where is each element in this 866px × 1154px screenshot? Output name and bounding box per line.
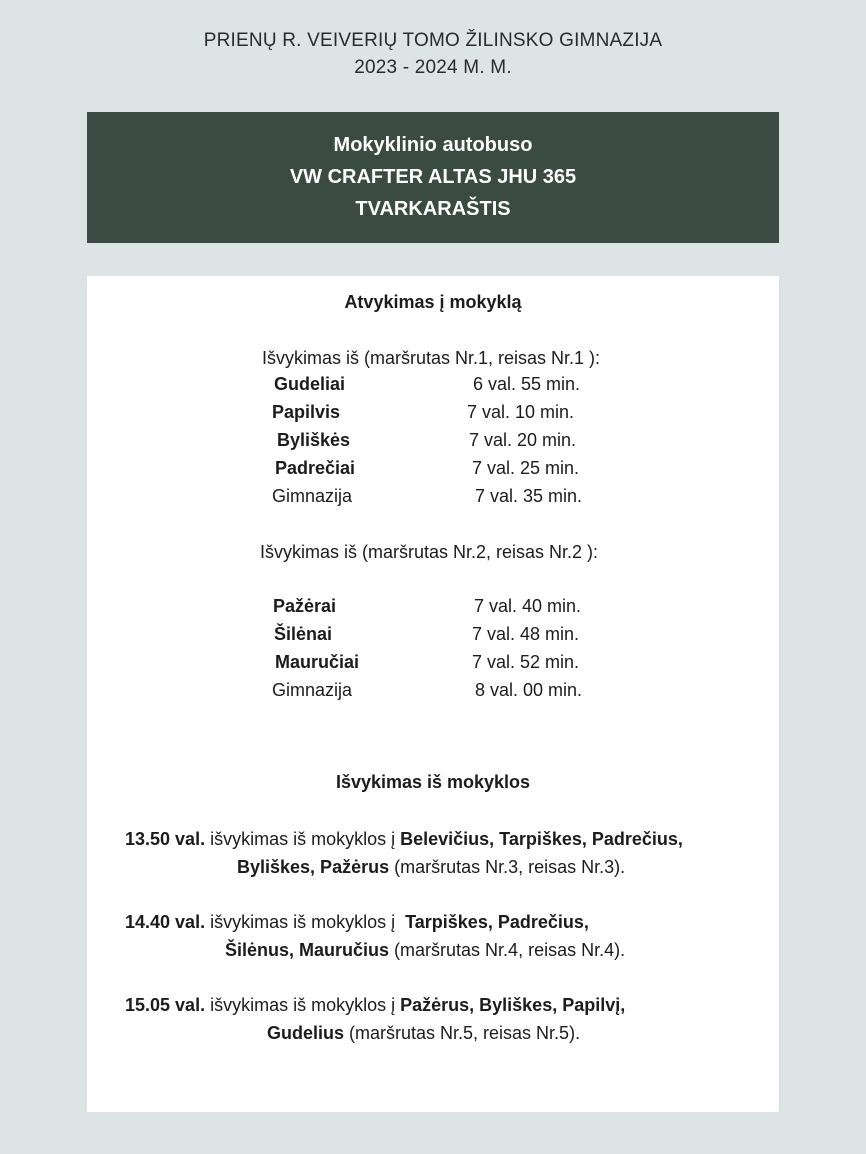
stop-time: 7 val. 35 min.: [475, 486, 583, 506]
stop-name: Pažėrai: [273, 596, 337, 616]
departure-route: (maršrutas Nr.3, reisas Nr.3).: [389, 857, 626, 877]
departure-places: Byliškes, Pažėrus: [237, 857, 390, 877]
school-header: [0, 27, 866, 81]
departure-line: [237, 855, 625, 879]
departure-text: išvykimas iš mokyklos į: [205, 829, 401, 849]
title-banner: [87, 112, 779, 243]
banner-line-1: Mokyklinio autobuso: [333, 134, 533, 156]
stop-time: 6 val. 55 min.: [473, 374, 581, 394]
stop-name: Papilvis: [272, 402, 341, 422]
stop-time: 8 val. 00 min.: [475, 680, 583, 700]
stop-name: Byliškės: [277, 430, 351, 450]
departure-places: Gudelius: [267, 1023, 345, 1043]
banner-line-3: TVARKARAŠTIS: [355, 198, 511, 220]
stop-time: 7 val. 52 min.: [472, 652, 580, 672]
schedule-card: [87, 276, 779, 1112]
departure-line: [125, 827, 683, 851]
stop-name: Šilėnai: [274, 624, 333, 644]
departure-places: Belevičius, Tarpiškes, Padrečius,: [400, 829, 683, 849]
arrival-title: Atvykimas į mokyklą: [344, 292, 522, 312]
school-name: PRIENŲ R. VEIVERIŲ TOMO ŽILINSKO GIMNAZIJA: [203, 30, 663, 51]
departure-line: [225, 938, 625, 962]
departure-route: (maršrutas Nr.5, reisas Nr.5).: [344, 1023, 581, 1043]
stop-time: 7 val. 20 min.: [469, 430, 577, 450]
banner-line-2: VW CRAFTER ALTAS JHU 365: [289, 166, 577, 188]
stop-name: Mauručiai: [275, 652, 360, 672]
departure-time: 13.50 val.: [125, 829, 206, 849]
departure-line: [267, 1021, 580, 1045]
departure-route: (maršrutas Nr.4, reisas Nr.4).: [389, 940, 626, 960]
departure-time: 14.40 val.: [125, 912, 206, 932]
school-year: 2023 - 2024 M. M.: [354, 57, 512, 78]
departure-time: 15.05 val.: [125, 995, 206, 1015]
departure-line: [125, 910, 589, 934]
stop-time: 7 val. 10 min.: [467, 402, 575, 422]
stop-name: Gudeliai: [274, 374, 346, 394]
departure-places: Pažėrus, Byliškes, Papilvį,: [400, 995, 626, 1015]
route2-heading: Išvykimas iš (maršrutas Nr.2, reisas Nr.2 ):: [259, 542, 599, 562]
route1-heading: Išvykimas iš (maršrutas Nr.1, reisas Nr.1 ):: [261, 348, 601, 368]
departure-text: išvykimas iš mokyklos į: [205, 995, 401, 1015]
departure-title: Išvykimas iš mokyklos: [335, 772, 531, 792]
stop-time: 7 val. 25 min.: [472, 458, 580, 478]
stop-time: 7 val. 40 min.: [474, 596, 582, 616]
stop-time: 7 val. 48 min.: [472, 624, 580, 644]
stop-name: Padrečiai: [275, 458, 356, 478]
departure-places: Šilėnus, Mauručius: [225, 940, 390, 960]
departure-places: Tarpiškes, Padrečius,: [405, 912, 589, 932]
departure-text: išvykimas iš mokyklos į: [205, 912, 406, 932]
departure-line: [125, 993, 625, 1017]
stop-name: Gimnazija: [272, 486, 353, 506]
stop-name: Gimnazija: [272, 680, 353, 700]
